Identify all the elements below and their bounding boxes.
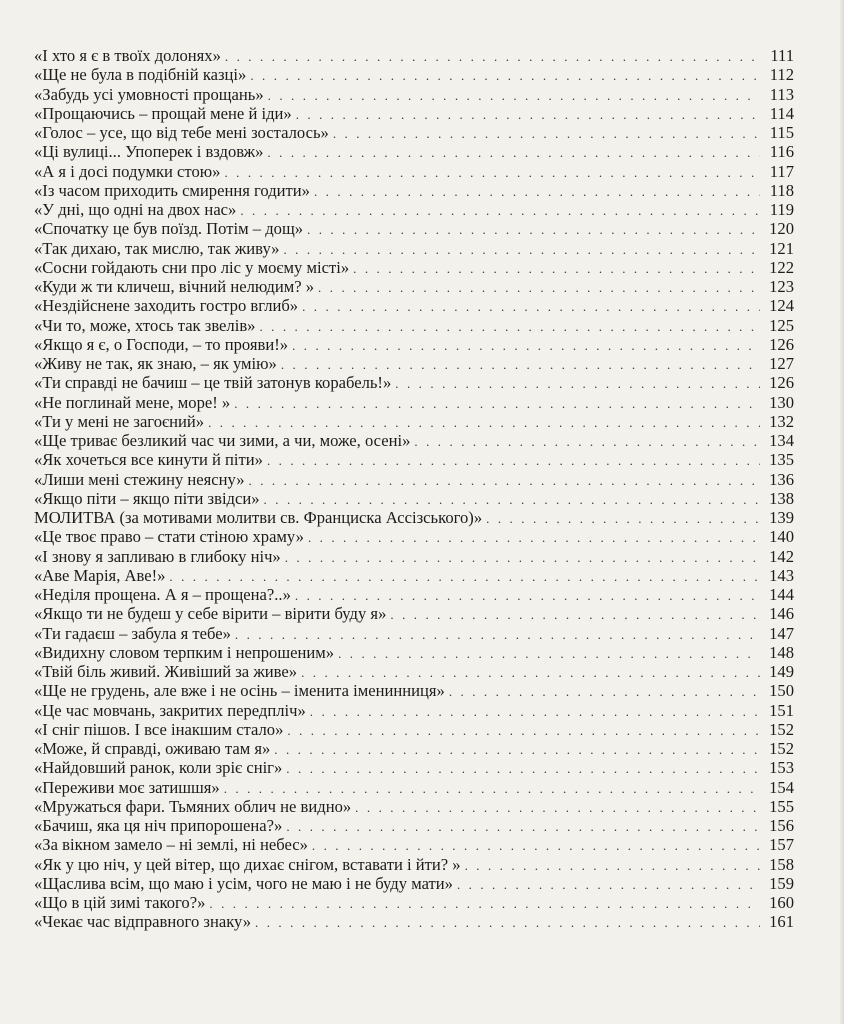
toc-entry	[34, 296, 794, 315]
toc-entry-title: «Це твоє право – стати стіною храму»	[34, 527, 304, 547]
toc-entry-title: «Якщо я є, о Господи, – то прояви!»	[34, 334, 289, 354]
toc-entry-title: «Переживи моє затишшя»	[34, 777, 220, 797]
dot-leader	[449, 682, 760, 701]
toc-entry	[34, 450, 794, 469]
toc-entry-title: «Спочатку це був поїзд. Потім – дощ»	[34, 219, 304, 239]
toc-entry-title: «Ще не була в подібній казці»	[34, 65, 247, 85]
dot-leader	[286, 759, 760, 778]
toc-entry	[34, 142, 794, 161]
toc-entry-title: «Живу не так, як знаю, – як умію»	[34, 354, 277, 373]
dot-leader	[486, 509, 760, 528]
toc-entry-page-number: 161	[769, 912, 794, 932]
toc-entry-title: «І хто я є в твоїх долонях»	[34, 46, 221, 65]
toc-entry-page-number: 125	[769, 315, 794, 335]
toc-entry	[34, 373, 794, 392]
toc-entry-title: «Ти у мені не загоєний»	[34, 411, 205, 431]
toc-entry	[34, 797, 794, 816]
dot-leader	[292, 336, 760, 355]
toc-entry-page-number: 143	[769, 565, 794, 585]
dot-leader	[390, 605, 760, 624]
toc-entry-title: «Лиши мені стежину неясну»	[34, 469, 245, 489]
toc-entry-page-number: 116	[769, 142, 794, 162]
dot-leader	[240, 201, 760, 220]
dot-leader	[281, 355, 760, 374]
toc-entry-page-number: 132	[769, 411, 794, 431]
toc-entry	[34, 758, 794, 777]
dot-leader	[414, 432, 760, 451]
toc-entry-page-number: 144	[769, 585, 794, 604]
toc-entry	[34, 85, 794, 104]
dot-leader	[314, 182, 760, 201]
toc-entry-page-number: 154	[769, 777, 794, 797]
toc-entry-page-number: 111	[770, 46, 794, 65]
table-of-contents	[34, 46, 794, 932]
toc-entry	[34, 181, 794, 200]
toc-entry	[34, 489, 794, 508]
toc-entry-page-number: 138	[769, 488, 794, 508]
dot-leader	[274, 740, 760, 759]
dot-leader	[301, 663, 760, 682]
dot-leader	[249, 471, 760, 490]
toc-entry	[34, 855, 794, 874]
toc-entry	[34, 200, 794, 219]
toc-entry-title: «Як хочеться все кинути й піти»	[34, 450, 263, 470]
toc-entry-page-number: 121	[769, 238, 794, 258]
dot-leader	[296, 105, 760, 124]
toc-entry-page-number: 147	[769, 623, 794, 643]
toc-entry-title: «Сосни гойдають сни про ліс у моєму місті»	[34, 257, 350, 277]
toc-entry-page-number: 123	[769, 277, 794, 296]
dot-leader	[267, 143, 760, 162]
dot-leader	[267, 451, 760, 470]
toc-entry-title: «Видихну словом терпким і непрошеним»	[34, 642, 335, 662]
toc-entry	[34, 720, 794, 739]
toc-entry	[34, 412, 794, 431]
toc-entry-title: «Ці вулиці... Упоперек і вздовж»	[34, 142, 264, 162]
toc-entry	[34, 662, 794, 681]
toc-entry-title: «Нездійснене заходить гостро вглиб»	[34, 296, 299, 316]
dot-leader	[465, 856, 760, 875]
dot-leader	[208, 413, 760, 432]
toc-entry-page-number: 160	[769, 893, 794, 912]
toc-entry-title: «Ти справді не бачиш – це твій затонув корабель!»	[34, 373, 392, 393]
toc-entry-title: «Щаслива всім, що маю і усім, чого не маю і не буду мати»	[34, 873, 453, 893]
toc-entry	[34, 393, 794, 412]
dot-leader	[286, 817, 760, 836]
toc-entry-page-number: 140	[769, 527, 794, 547]
toc-entry-page-number: 112	[769, 65, 794, 85]
toc-entry-page-number: 126	[769, 334, 794, 354]
toc-entry-page-number: 120	[769, 219, 794, 239]
toc-entry-title: «Ти гадаєш – забула я тебе»	[34, 623, 231, 643]
toc-entry	[34, 508, 794, 527]
toc-entry-page-number: 152	[769, 739, 794, 758]
toc-entry-title: «Що в цій зимі такого?»	[34, 893, 206, 912]
toc-entry	[34, 123, 794, 142]
toc-entry-title: «Чекає час відправного знаку»	[34, 912, 252, 932]
dot-leader	[310, 702, 760, 721]
toc-entry-title: «Найдовший ранок, коли зріє сніг»	[34, 758, 283, 778]
toc-entry	[34, 277, 794, 296]
toc-entry	[34, 335, 794, 354]
dot-leader	[235, 625, 760, 644]
toc-entry	[34, 604, 794, 623]
toc-entry-page-number: 119	[769, 200, 794, 219]
toc-entry-page-number: 152	[769, 719, 794, 739]
dot-leader	[318, 278, 760, 297]
page-edge	[840, 0, 844, 1024]
toc-entry	[34, 316, 794, 335]
dot-leader	[283, 240, 760, 259]
toc-entry-title: «Може, й справді, оживаю там я»	[34, 739, 271, 758]
toc-entry	[34, 527, 794, 546]
dot-leader	[457, 875, 760, 894]
toc-entry	[34, 162, 794, 181]
toc-entry-page-number: 150	[769, 681, 794, 701]
toc-entry-title: «Не поглинай мене, море! »	[34, 392, 231, 412]
toc-entry	[34, 239, 794, 258]
dot-leader	[353, 259, 760, 278]
toc-entry-page-number: 151	[769, 700, 794, 720]
dot-leader	[338, 644, 760, 663]
toc-entry-page-number: 156	[769, 816, 794, 835]
toc-entry	[34, 893, 794, 912]
dot-leader	[333, 124, 760, 143]
dot-leader	[395, 374, 760, 393]
toc-entry-title: «Ще триває безликий час чи зими, а чи, може, осені»	[34, 431, 411, 450]
toc-entry-page-number: 117	[769, 161, 794, 181]
toc-entry	[34, 874, 794, 893]
toc-entry-page-number: 149	[769, 662, 794, 681]
toc-entry	[34, 585, 794, 604]
dot-leader	[285, 548, 760, 567]
dot-leader	[287, 721, 760, 740]
toc-entry-page-number: 126	[769, 373, 794, 393]
toc-entry-title: «Неділя прощена. А я – прощена?..»	[34, 585, 291, 604]
toc-entry	[34, 470, 794, 489]
dot-leader	[295, 586, 760, 605]
toc-entry-page-number: 155	[769, 796, 794, 816]
toc-entry-title: «У дні, що одні на двох нас»	[34, 200, 237, 219]
dot-leader	[234, 394, 760, 413]
toc-entry	[34, 566, 794, 585]
toc-entry-page-number: 153	[769, 758, 794, 778]
toc-entry	[34, 354, 794, 373]
toc-entry-title: «Чи то, може, хтось так звелів»	[34, 315, 256, 335]
toc-entry-title: «Так дихаю, так мислю, так живу»	[34, 238, 280, 258]
toc-entry-title: «І сніг пішов. І все інакшим стало»	[34, 719, 284, 739]
toc-entry-title: «Бачиш, яка ця ніч припорошена?»	[34, 816, 283, 835]
toc-entry-title: «Мружаться фари. Тьмяних облич не видно»	[34, 796, 352, 816]
toc-entry-page-number: 113	[769, 84, 794, 104]
toc-entry-page-number: 134	[769, 431, 794, 450]
dot-leader	[225, 47, 760, 66]
toc-entry-title: «Куди ж ти кличеш, вічний нелюдим? »	[34, 277, 315, 296]
dot-leader	[264, 490, 760, 509]
dot-leader	[302, 297, 760, 316]
toc-entry	[34, 431, 794, 450]
dot-leader	[307, 220, 760, 239]
dot-leader	[355, 798, 760, 817]
toc-entry-title: «Це час мовчань, закритих передпліч»	[34, 700, 306, 720]
dot-leader	[308, 528, 760, 547]
toc-entry-title: «Якщо ти не будеш у себе вірити – вірити буду я»	[34, 604, 387, 624]
dot-leader	[169, 567, 760, 586]
toc-entry-page-number: 146	[769, 604, 794, 624]
toc-entry-page-number: 122	[769, 257, 794, 277]
toc-entry-title: «Аве Марія, Аве!»	[34, 565, 166, 585]
toc-entry-page-number: 158	[769, 854, 794, 874]
dot-leader	[312, 836, 760, 855]
dot-leader	[250, 66, 760, 85]
toc-entry	[34, 816, 794, 835]
dot-leader	[255, 913, 760, 932]
toc-entry-page-number: 157	[769, 835, 794, 855]
toc-entry	[34, 219, 794, 238]
toc-entry-title: «А я і досі подумки стою»	[34, 161, 221, 181]
toc-entry	[34, 104, 794, 123]
toc-entry	[34, 643, 794, 662]
toc-entry-page-number: 139	[769, 508, 794, 527]
toc-entry	[34, 46, 794, 65]
toc-entry-page-number: 142	[769, 546, 794, 566]
toc-entry	[34, 778, 794, 797]
toc-entry-title: «Прощаючись – прощай мене й іди»	[34, 103, 292, 123]
toc-entry	[34, 65, 794, 84]
dot-leader	[268, 86, 760, 105]
toc-entry-page-number: 114	[769, 103, 794, 123]
toc-entry-title: «Із часом приходить смирення годити»	[34, 180, 310, 200]
toc-entry	[34, 739, 794, 758]
dot-leader	[224, 163, 760, 182]
toc-entry-page-number: 124	[769, 296, 794, 316]
toc-entry-page-number: 115	[769, 123, 794, 142]
toc-entry-page-number: 127	[769, 354, 794, 373]
toc-entry-title: «Голос – усе, що від тебе мені зосталось»	[34, 123, 329, 142]
toc-entry-title: «Твій біль живий. Живіший за живе»	[34, 662, 298, 681]
toc-entry	[34, 835, 794, 854]
toc-entry-title: «І знову я запливаю в глибоку ніч»	[34, 546, 281, 566]
toc-entry-title: «Ще не грудень, але вже і не осінь – іменита іменинниця»	[34, 681, 445, 701]
toc-entry	[34, 258, 794, 277]
toc-entry	[34, 912, 794, 931]
toc-entry-page-number: 135	[769, 450, 794, 470]
toc-entry-title: «Як у цю ніч, у цей вітер, що дихає снігом, вставати і йти? »	[34, 854, 461, 874]
toc-entry-page-number: 130	[769, 392, 794, 412]
toc-entry-title: «Забудь усі умовності прощань»	[34, 84, 264, 104]
toc-entry-page-number: 136	[769, 469, 794, 489]
toc-entry	[34, 624, 794, 643]
toc-entry	[34, 681, 794, 700]
toc-entry	[34, 547, 794, 566]
toc-entry-title: «Якщо піти – якщо піти звідси»	[34, 488, 260, 508]
toc-entry-title: МОЛИТВА (за мотивами молитви св. Франциска Ассізського)»	[34, 508, 483, 527]
toc-entry-title: «За вікном замело – ні землі, ні небес»	[34, 835, 308, 855]
dot-leader	[209, 894, 760, 913]
toc-entry-page-number: 148	[769, 642, 794, 662]
dot-leader	[259, 317, 760, 336]
toc-entry	[34, 701, 794, 720]
toc-entry-page-number: 159	[769, 873, 794, 893]
toc-entry-page-number: 118	[769, 180, 794, 200]
dot-leader	[224, 779, 760, 798]
